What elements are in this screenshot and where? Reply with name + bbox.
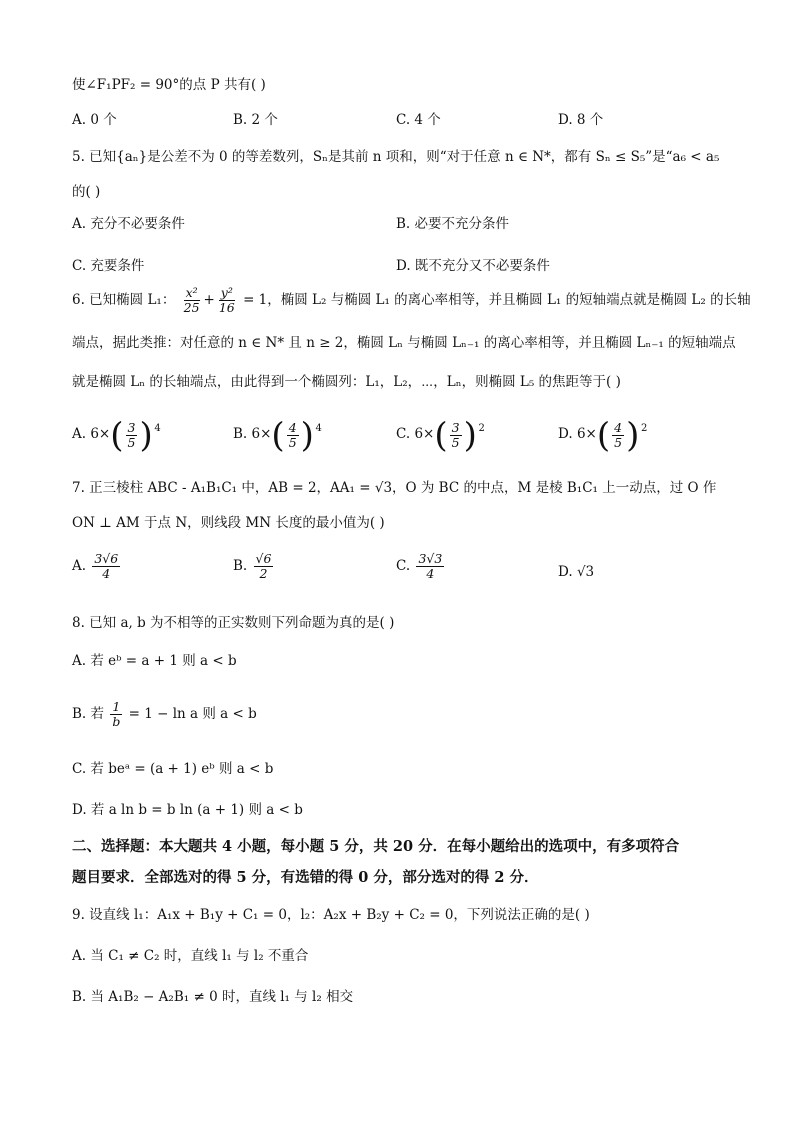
q7-option-d[interactable] [558,562,594,582]
q6-frac-y-num: y² [220,285,233,300]
q6-option-a-power: ( $\frac{3}{5}$ ) 4 [110,415,152,455]
q6-option-c-label: C. [396,426,411,442]
q5-option-a[interactable]: A. 充分不必要条件 [72,216,185,232]
q6-stem-line3: 就是椭圆 Lₙ 的长轴端点，由此得到一个椭圆列：L₁，L₂，⋯，Lₙ，则椭圆 L₅ 的焦距等于( ) [72,374,621,390]
q7-option-a-label: A. [72,558,87,574]
q6-option-c-den: 5 [451,434,460,450]
q4-stem-continuation: 使∠F₁PF₂ = 90°的点 P 共有( ) [72,77,266,93]
q6-option-b-exp: 4 [315,422,322,434]
q6-option-d-num: 4 [614,419,623,435]
q6-option-c[interactable] [396,414,485,455]
q5-stem-line2: 的( ) [72,184,101,200]
q8-option-b-num: 1 [112,699,121,714]
q6-option-b-power: ( $\frac{4}{5}$ ) 4 [271,415,313,455]
q6-option-a-exp: 4 [154,422,161,434]
q8-option-d[interactable]: D. 若 a ln b = b ln (a + 1) 则 a < b [72,802,303,818]
q6-option-d-exp: 2 [640,422,648,434]
q7-option-c-label: C. [396,558,411,574]
q7-option-c-num: 3√3 [418,551,443,566]
q6-option-d-coef: 6× [576,426,597,442]
q8-option-b-prefix: B. 若 [72,706,105,722]
q7-option-a[interactable] [72,552,122,581]
q8-option-a[interactable]: A. 若 eᵇ = a + 1 则 a < b [72,653,237,669]
q6-option-d[interactable] [558,414,648,455]
q5-option-d[interactable]: D. 既不充分又不必要条件 [396,258,550,274]
q8-stem: 8. 已知 a, b 为不相等的正实数则下列命题为真的是( ) [72,615,395,631]
q9-stem: 9. 设直线 l₁：A₁x + B₁y + C₁ = 0，l₂：A₂x + B₂y + C₂ = 0，下列说法正确的是( ) [72,907,590,923]
q6-option-c-exp: 2 [478,422,485,434]
q7-stem-line1: 7. 正三棱柱 ABC - A₁B₁C₁ 中，AB = 2，AA₁ = √3，O 为 BC 的中点，M 是棱 B₁C₁ 上一动点，过 O 作 [72,480,717,496]
q6-fraction-y [217,286,237,315]
q5-option-b[interactable]: B. 必要不充分条件 [396,216,510,232]
q6-option-b-label: B. [233,426,248,442]
q6-option-a-label: A. [72,426,87,442]
q6-option-d-power: ( $\frac{4}{5}$ ) 2 [597,415,639,455]
q7-option-b-num: √6 [255,551,272,566]
q6-option-a-num: 3 [127,419,136,435]
q6-frac-y-den: 16 [218,300,235,315]
q6-option-a-den: 5 [127,434,136,450]
q7-option-b[interactable] [233,552,275,581]
q6-option-b-coef: 6× [251,426,272,442]
q6-frac-x-den: 25 [183,300,200,315]
q7-option-a-num: 3√6 [94,551,119,566]
q4-option-d[interactable]: D. 8 个 [558,112,604,128]
section2-heading-line1: 二、选择题：本大题共 4 小题，每小题 5 分，共 20 分．在每小题给出的选项中，有多项符合 [72,838,680,855]
q6-option-c-num: 3 [451,419,460,435]
q8-option-b-suffix: = 1 − ln a 则 a < b [128,706,257,722]
q6-stem-line2: 端点，据此类推：对任意的 n ∈ N* 且 n ≥ 2，椭圆 Lₙ 与椭圆 Lₙ₋₁ 的离心率相等，并且椭圆 Lₙ₋₁ 的短轴端点 [72,335,736,351]
q5-stem-line1: 5. 已知{aₙ}是公差不为 0 的等差数列，Sₙ是其前 n 项和，则“对于任意 n ∈ N*，都有 Sₙ ≤ S₅”是“a₆ < a₅ [72,149,720,165]
q7-option-a-den: 4 [102,566,111,581]
q6-option-b-den: 5 [288,434,297,450]
q4-option-c[interactable]: C. 4 个 [396,112,441,128]
q6-option-b[interactable] [233,414,322,455]
q5-option-c[interactable]: C. 充要条件 [72,258,145,274]
q8-option-c[interactable]: C. 若 beᵃ = (a + 1) eᵇ 则 a < b [72,761,274,777]
q7-option-b-den: 2 [259,566,268,581]
section2-heading-line2: 题目要求．全部选对的得 5 分，有选错的得 0 分，部分选对的得 2 分． [72,869,539,886]
q7-stem-line2: ON ⊥ AM 于点 N，则线段 MN 长度的最小值为( ) [72,515,385,531]
q4-option-a[interactable]: A. 0 个 [72,112,117,128]
q6-option-a[interactable] [72,414,161,455]
q7-option-d-value: √3 [576,564,595,580]
q8-option-b[interactable] [72,696,257,732]
q9-option-a[interactable]: A. 当 C₁ ≠ C₂ 时，直线 l₁ 与 l₂ 不重合 [72,948,309,964]
q6-option-b-num: 4 [288,419,297,435]
q6-option-a-coef: 6× [90,426,111,442]
q6-option-d-label: D. [558,426,573,442]
q6-option-d-den: 5 [614,434,623,450]
q6-stem-line1-b: = 1，椭圆 L₂ 与椭圆 L₁ 的离心率相等，并且椭圆 L₁ 的短轴端点就是椭圆 L₂ 的长轴 [243,292,751,308]
q4-option-b[interactable]: B. 2 个 [233,112,278,128]
q8-option-b-den: b [112,714,121,729]
q6-frac-x-num: x² [185,285,198,300]
q6-option-c-power: ( $\frac{3}{5}$ ) 2 [434,415,476,455]
q7-option-d-label: D. [558,564,573,580]
q6-fraction-x [182,286,202,315]
q9-option-b[interactable]: B. 当 A₁B₂ − A₂B₁ ≠ 0 时，直线 l₁ 与 l₂ 相交 [72,989,354,1005]
q6-option-c-coef: 6× [414,426,435,442]
q7-option-c[interactable] [396,552,446,581]
q6-stem-line1: 6. 已知椭圆 L₁： $\frac{\text{x²}}{25}$ + $\frac{\text{y²}}{16}$ = 1，椭圆 L₂ 与椭圆 L₁ 的离心率相等，并且椭圆 L₁ 的短轴端点就是椭圆 L₂ 的长轴 [72,285,751,315]
q7-option-c-den: 4 [426,566,435,581]
q7-option-b-label: B. [233,558,248,574]
q6-stem-line1-a: 6. 已知椭圆 L₁： [72,292,176,308]
